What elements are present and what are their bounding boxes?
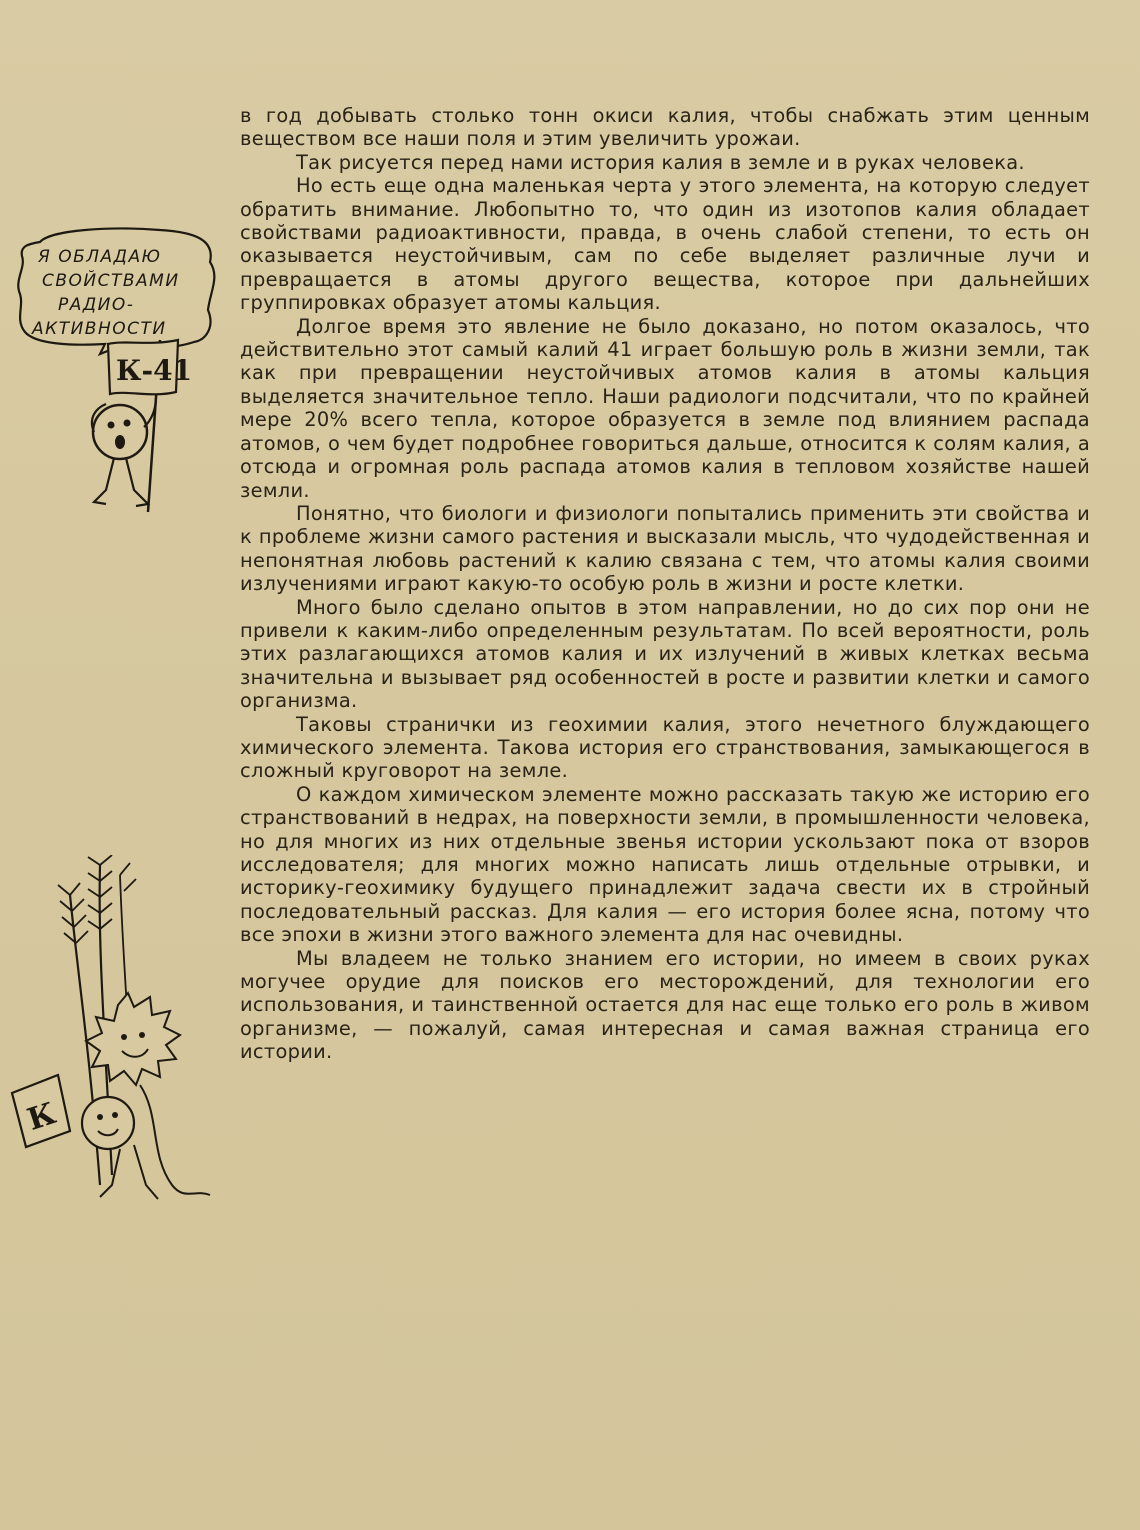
paragraph-5: Понятно, что биологи и физиологи попытались применить эти свойства и к проблеме жизни самого растения и высказали мысль, что чудодейственная и непонятная любовь растений к калию связана с тем, что атомы калия своими излучениями играют какую-то особую роль в жизни и росте клетки. xyxy=(240,501,1090,596)
paragraph-8: О каждом химическом элементе можно рассказать такую же историю его странствований в недрах, на поверхности земли, в промышленности человека, но для многих из них отдельные звенья истории ускользают пока от взоров исследователя; для многих можно написать лишь отдельные отрывки, и историку-геохимику будущего принадлежит задача свести их в стройный последовательный рассказ. Для калия — его история более ясна, потому что все эпохи в жизни этого важного элемента для нас очевидны. xyxy=(240,782,1090,947)
paragraph-4: Долгое время это явление не было доказано, но потом оказалось, что действительно этот самый калий 41 играет большую роль в жизни земли, так как при превращении неустойчивых атомов калия в атомы кальция выделяется значительное тепло. Наши радиологи подсчитали, что по крайней мере 20% всего тепла, которое образуется в земле под влиянием распада атомов, о чем будет подробнее говориться дальше, относится к солям калия, а отсюда и огромная роль распада атомов калия в тепловом хозяйстве нашей земли. xyxy=(240,314,1090,502)
paragraph-1: в год добывать столько тонн окиси калия, чтобы снабжать этим ценным веществом все наши поля и этим увеличить урожаи. xyxy=(240,104,1090,151)
shaggy-character-icon xyxy=(86,993,180,1085)
k41-flag-label: К-41 xyxy=(116,354,193,387)
article-body xyxy=(240,104,1090,1064)
k-flag-label: К xyxy=(23,1096,61,1138)
k-face-icon xyxy=(82,1097,134,1149)
speech-line-2: СВОЙСТВАМИ xyxy=(42,271,180,291)
speech-line-4: АКТИВНОСТИ xyxy=(32,319,167,339)
paragraph-2: Так рисуется перед нами история калия в земле и в руках человека. xyxy=(296,150,1025,174)
paragraph-9: Мы владеем не только знанием его истории, но имеем в своих руках могучее орудие для поисков его месторождений, для технологии его использования, и таинственной остается для нас еще только его роль в живом организме, — пожалуй, самая интересная и самая важная страница его истории. xyxy=(240,946,1090,1064)
paragraph-6: Много было сделано опытов в этом направлении, но до сих пор они не привели к каким-либо определенным результатам. По всей вероятности, роль этих разлагающихся атомов калия и их излучений в живых клетках весьма значительна и вызывает ряд особенностей в росте и развитии клетки и самого организма. xyxy=(240,595,1090,713)
speech-line-1: Я ОБЛАДАЮ xyxy=(38,247,162,267)
k41-character-illustration xyxy=(10,222,225,522)
k-character-illustration xyxy=(0,855,220,1215)
paragraph-7: Таковы странички из геохимии калия, этого нечетного блуждающего химического элемента. Такова история его странствования, замыкающегося в сложный круговорот на земле. xyxy=(240,712,1090,783)
character-head-icon xyxy=(93,405,147,459)
speech-line-3: РАДИО- xyxy=(58,295,135,315)
paragraph-3: Но есть еще одна маленькая черта у этого элемента, на которую следует обратить внимание. Любопытно то, что один из изотопов калия обладает свойствами радиоактивности, правда, в очень слабой степени, то есть он оказывается неустойчивым, сам по себе выделяет различные лучи и превращается в атомы другого вещества, которое при дальнейших группировках образует атомы кальция. xyxy=(240,174,1090,315)
